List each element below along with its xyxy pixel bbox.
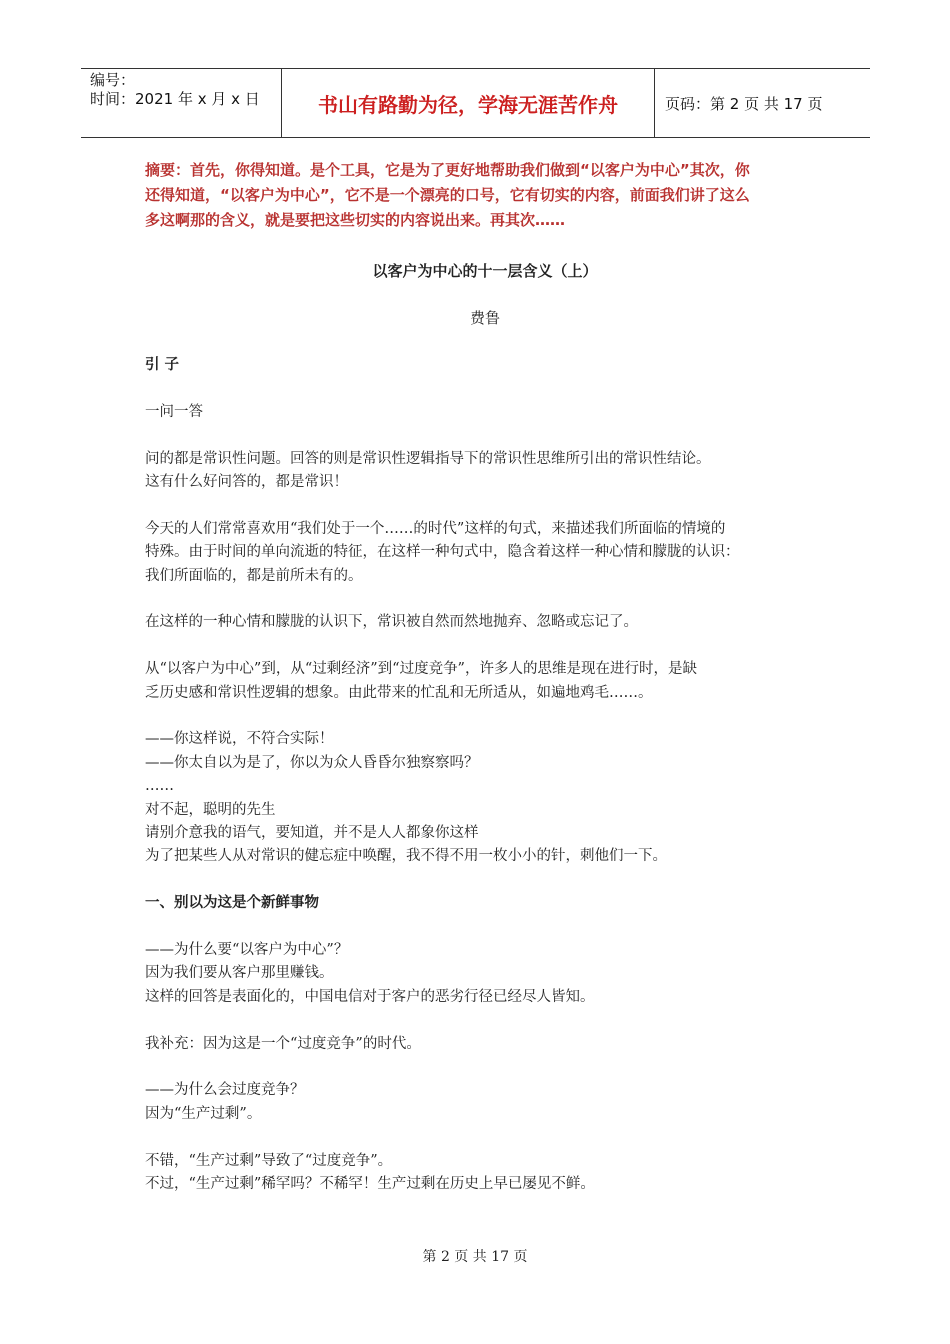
article-author: 费鲁 [469, 309, 500, 327]
page-label: 页码：第 2 页 共 17 页 [665, 94, 823, 113]
paragraph-line: 这样的回答是表面化的，中国电信对于客户的恶劣行径已经尽人皆知。 [145, 988, 595, 1005]
page-footer: 第 2 页 共 17 页 [422, 1249, 528, 1265]
paragraph-line: 对不起，聪明的先生 [145, 801, 276, 818]
paragraph-line: 今天的人们常常喜欢用“我们处于一个……的时代”这样的句式，来描述我们所面临的情境的 [145, 520, 726, 537]
paragraph-line: 为了把某些人从对常识的健忘症中唤醒，我不得不用一枚小小的针，刺他们一下。 [145, 848, 667, 865]
header-meta-cell [81, 69, 282, 137]
motto-text: 书山有路勤为径，学海无涯苦作舟 [318, 92, 618, 117]
paragraph-line: 乏历史感和常识性逻辑的想象。由此带来的忙乱和无所适从，如遍地鸡毛……。 [145, 684, 653, 701]
paragraph-line: 这有什么好问答的，都是常识！ [145, 474, 348, 490]
paragraph-line: ——你这样说，不符合实际！ [145, 731, 334, 748]
paragraph-line: 特殊。由于时间的单向流逝的特征，在这样一种句式中，隐含着这样一种心情和朦胧的认识： [145, 544, 740, 561]
paragraph-line: ——为什么会过度竞争？ [145, 1082, 305, 1099]
abstract-line: 还得知道，“以客户为中心”，它不是一个漂亮的口号，它有切实的内容，前面我们讲了这么 [145, 186, 750, 204]
paragraph-line: 在这样的一种心情和朦胧的认识下，常识被自然而然地抛弃、忽略或忘记了。 [145, 614, 638, 631]
number-label: 编号： [90, 71, 136, 89]
paragraph-line: 请别介意我的语气，要知道，并不是人人都象你这样 [145, 825, 479, 842]
paragraph-line: 因为“生产过剩”。 [145, 1105, 262, 1122]
paragraph-line: 我补充：因为这是一个“过度竞争”的时代。 [145, 1035, 421, 1052]
header-motto-cell [282, 69, 655, 137]
header-table [81, 68, 870, 138]
time-label: 时间：2021 年 x 月 x 日 [90, 90, 260, 108]
paragraph-line: 不错，“生产过剩”导致了“过度竞争”。 [145, 1152, 393, 1169]
paragraph-line: 从“以客户为中心”到，从“过剩经济”到“过度竞争”，许多人的思维是现在进行时，是缺 [145, 661, 697, 678]
paragraph-line: 问的都是常识性问题。回答的则是常识性逻辑指导下的常识性思维所引出的常识性结论。 [145, 450, 711, 467]
article-title: 以客户为中心的十一层含义（上） [372, 262, 598, 280]
paragraph-line: 一问一答 [145, 403, 203, 420]
paragraph-line: 因为我们要从客户那里赚钱。 [145, 965, 334, 982]
paragraph-line: 我们所面临的，都是前所未有的。 [145, 567, 363, 584]
abstract [145, 158, 805, 233]
article-body [145, 354, 835, 1196]
paragraph-line: ——你太自以为是了，你以为众人昏昏尔独察察吗？ [145, 754, 479, 771]
paragraph-line: …… [145, 778, 174, 795]
paragraph-line: 不过，“生产过剩”稀罕吗？不稀罕！生产过剩在历史上早已屡见不鲜。 [145, 1176, 595, 1193]
header-page-cell [655, 69, 870, 137]
abstract-line: 摘要：首先，你得知道。是个工具，它是为了更好地帮助我们做到“以客户为中心”其次，你 [145, 161, 750, 179]
abstract-line: 多这啊那的含义，就是要把这些切实的内容说出来。再其次…… [145, 211, 566, 229]
paragraph-line: ——为什么要“以客户为中心”？ [145, 942, 349, 959]
section-heading: 一、别以为这是个新鲜事物 [145, 895, 319, 912]
intro-heading: 引 子 [145, 357, 180, 373]
